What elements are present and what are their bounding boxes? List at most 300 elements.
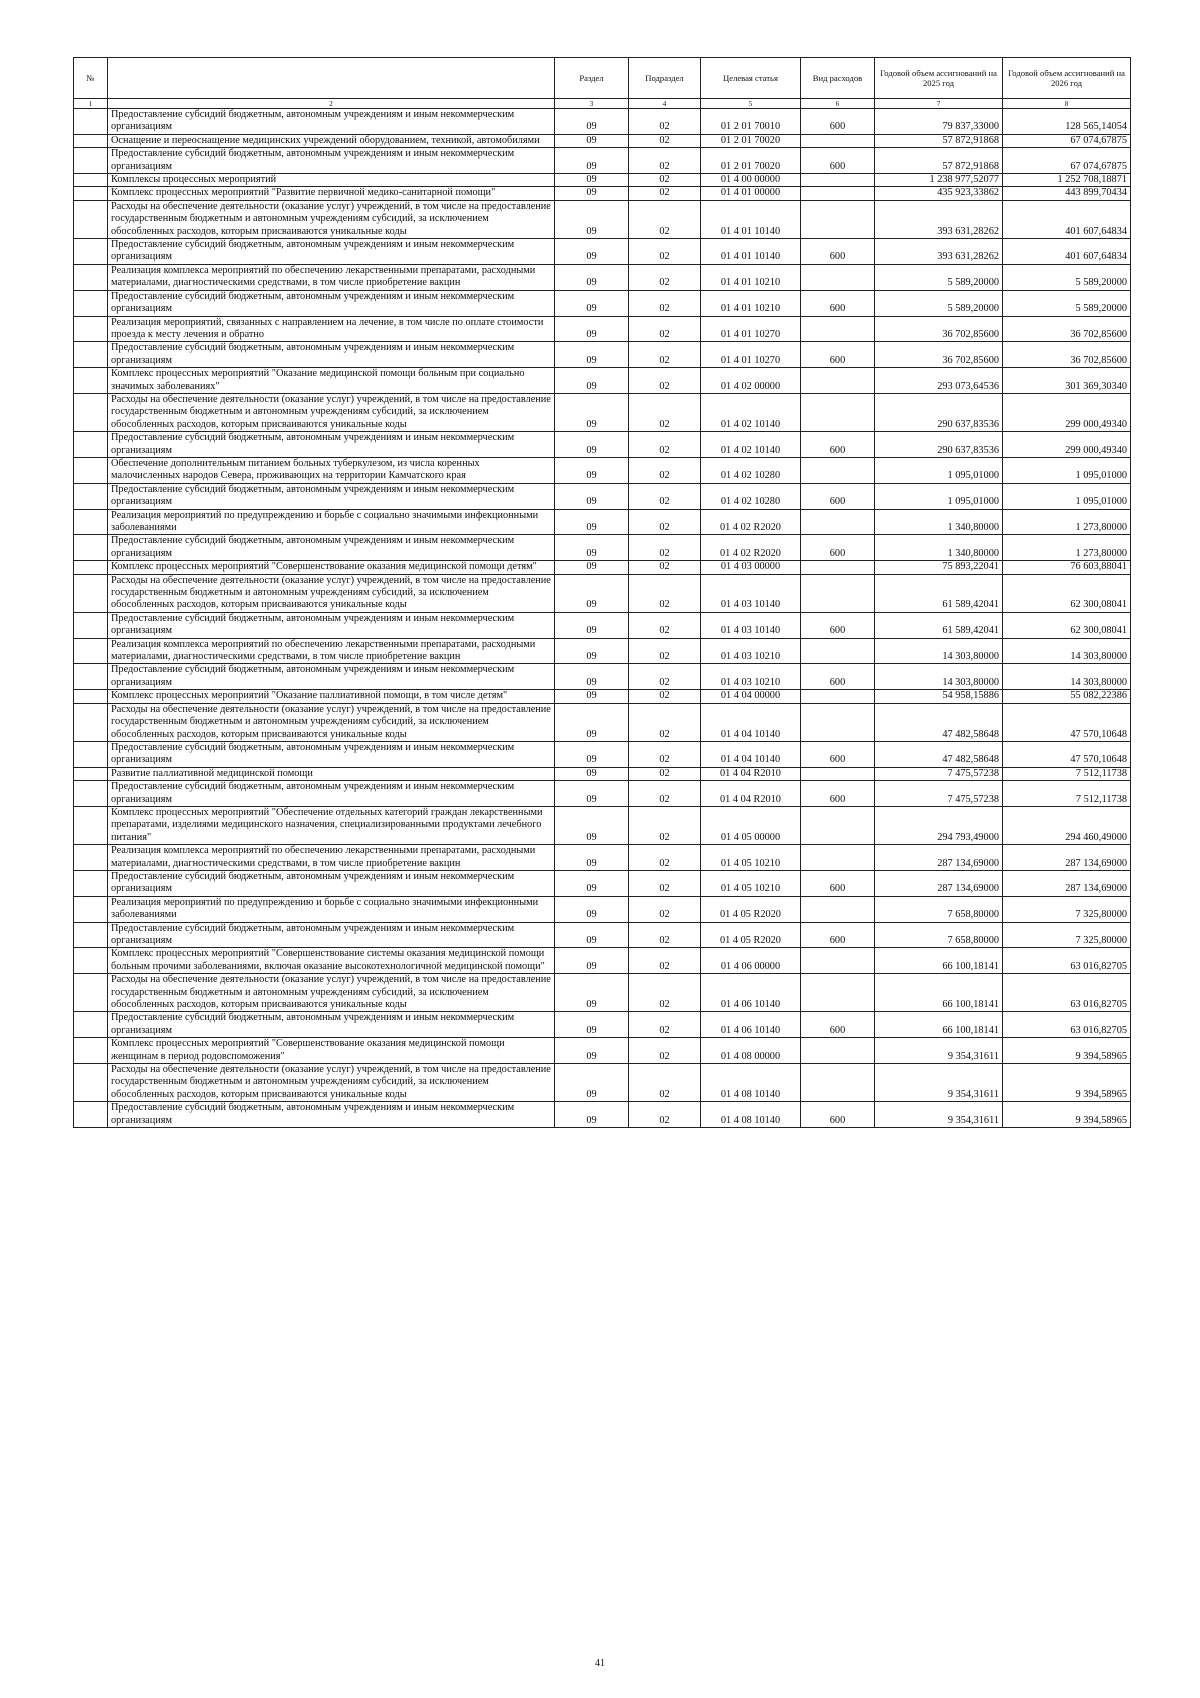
table-row [74, 574, 1131, 612]
cell-podrazdel: 02 [629, 1038, 701, 1064]
cell-expense-type: 600 [801, 1012, 875, 1038]
cell-target-article: 01 4 02 10280 [701, 457, 801, 483]
header-amount-2025: Годовой объем ассигнований на 2025 год [875, 58, 1003, 99]
table-row [74, 781, 1131, 807]
cell-amount-2025: 9 354,31611 [875, 1038, 1003, 1064]
cell-name: Комплекс процессных мероприятий "Развитие первичной медико-санитарной помощи" [108, 187, 555, 200]
cell-podrazdel: 02 [629, 483, 701, 509]
cell-podrazdel: 02 [629, 535, 701, 561]
column-number: 2 [108, 99, 555, 109]
cell-name: Предоставление субсидий бюджетным, автономным учреждениям и иным некоммерческим организациям [108, 870, 555, 896]
cell-number [74, 870, 108, 896]
cell-amount-2026: 401 607,64834 [1003, 200, 1131, 238]
cell-podrazdel: 02 [629, 896, 701, 922]
table-row [74, 922, 1131, 948]
cell-amount-2026: 14 303,80000 [1003, 664, 1131, 690]
cell-amount-2025: 14 303,80000 [875, 664, 1003, 690]
cell-name: Предоставление субсидий бюджетным, автономным учреждениям и иным некоммерческим организациям [108, 1102, 555, 1128]
cell-number [74, 974, 108, 1012]
cell-number [74, 264, 108, 290]
table-row [74, 1102, 1131, 1128]
cell-number [74, 922, 108, 948]
cell-expense-type: 600 [801, 148, 875, 174]
cell-amount-2026: 1 095,01000 [1003, 483, 1131, 509]
table-row [74, 393, 1131, 431]
cell-amount-2025: 290 637,83536 [875, 432, 1003, 458]
cell-expense-type [801, 264, 875, 290]
cell-expense-type: 600 [801, 664, 875, 690]
cell-razdel: 09 [555, 870, 629, 896]
cell-amount-2025: 290 637,83536 [875, 393, 1003, 431]
cell-amount-2025: 287 134,69000 [875, 870, 1003, 896]
cell-expense-type: 600 [801, 1102, 875, 1128]
cell-amount-2026: 1 273,80000 [1003, 535, 1131, 561]
cell-target-article: 01 4 04 10140 [701, 703, 801, 741]
cell-expense-type: 600 [801, 535, 875, 561]
cell-target-article: 01 4 08 10140 [701, 1064, 801, 1102]
cell-target-article: 01 4 01 10210 [701, 264, 801, 290]
cell-razdel: 09 [555, 239, 629, 265]
cell-amount-2026: 287 134,69000 [1003, 870, 1131, 896]
cell-amount-2025: 7 475,57238 [875, 781, 1003, 807]
cell-amount-2026: 47 570,10648 [1003, 703, 1131, 741]
cell-expense-type [801, 845, 875, 871]
cell-podrazdel: 02 [629, 870, 701, 896]
budget-table [73, 57, 1131, 1128]
cell-number [74, 200, 108, 238]
cell-target-article: 01 4 01 10140 [701, 239, 801, 265]
cell-amount-2026: 47 570,10648 [1003, 741, 1131, 767]
cell-amount-2026: 7 512,11738 [1003, 767, 1131, 780]
cell-name: Предоставление субсидий бюджетным, автономным учреждениям и иным некоммерческим организациям [108, 342, 555, 368]
cell-amount-2026: 5 589,20000 [1003, 290, 1131, 316]
cell-podrazdel: 02 [629, 781, 701, 807]
cell-name: Комплекс процессных мероприятий "Совершенствование системы оказания медицинской помощи больным прочими заболеваниями, включая оказание высокотехнологичной медицинской помощи" [108, 948, 555, 974]
cell-razdel: 09 [555, 690, 629, 703]
cell-target-article: 01 4 04 10140 [701, 741, 801, 767]
cell-razdel: 09 [555, 148, 629, 174]
cell-amount-2025: 1 340,80000 [875, 535, 1003, 561]
cell-name: Оснащение и переоснащение медицинских учреждений оборудованием, техникой, автомобилями [108, 134, 555, 147]
column-number: 3 [555, 99, 629, 109]
budget-table-page [73, 57, 1130, 1128]
cell-amount-2025: 47 482,58648 [875, 703, 1003, 741]
table-row [74, 896, 1131, 922]
cell-target-article: 01 4 03 10210 [701, 664, 801, 690]
cell-number [74, 703, 108, 741]
cell-amount-2026: 76 603,88041 [1003, 561, 1131, 574]
cell-name: Реализация комплекса мероприятий по обеспечению лекарственными препаратами, расходными материалами, диагностическими средствами, в том числе приобретение вакцин [108, 638, 555, 664]
cell-expense-type: 600 [801, 922, 875, 948]
table-row [74, 806, 1131, 844]
cell-amount-2025: 1 095,01000 [875, 483, 1003, 509]
cell-amount-2026: 287 134,69000 [1003, 845, 1131, 871]
cell-name: Расходы на обеспечение деятельности (оказание услуг) учреждений, в том числе на предоставление государственным бюджетным и автономным учреждениям субсидий, за исключением обособленных расходов, которым присваиваются уникальные коды [108, 703, 555, 741]
cell-amount-2025: 79 837,33000 [875, 109, 1003, 135]
cell-razdel: 09 [555, 109, 629, 135]
cell-expense-type [801, 393, 875, 431]
table-row [74, 1038, 1131, 1064]
cell-number [74, 290, 108, 316]
cell-amount-2026: 9 394,58965 [1003, 1064, 1131, 1102]
cell-amount-2026: 14 303,80000 [1003, 638, 1131, 664]
cell-amount-2025: 9 354,31611 [875, 1064, 1003, 1102]
cell-target-article: 01 4 01 10270 [701, 342, 801, 368]
table-row [74, 483, 1131, 509]
table-row [74, 200, 1131, 238]
cell-target-article: 01 2 01 70010 [701, 109, 801, 135]
cell-amount-2026: 63 016,82705 [1003, 974, 1131, 1012]
cell-podrazdel: 02 [629, 922, 701, 948]
cell-name: Предоставление субсидий бюджетным, автономным учреждениям и иным некоммерческим организациям [108, 612, 555, 638]
header-expense-type: Вид расходов [801, 58, 875, 99]
cell-amount-2026: 1 273,80000 [1003, 509, 1131, 535]
cell-number [74, 1064, 108, 1102]
cell-amount-2026: 36 702,85600 [1003, 342, 1131, 368]
cell-number [74, 1102, 108, 1128]
cell-number [74, 316, 108, 342]
table-row [74, 316, 1131, 342]
cell-expense-type [801, 703, 875, 741]
cell-amount-2026: 443 899,70434 [1003, 187, 1131, 200]
cell-expense-type [801, 638, 875, 664]
cell-target-article: 01 4 05 R2020 [701, 922, 801, 948]
cell-amount-2026: 128 565,14054 [1003, 109, 1131, 135]
cell-podrazdel: 02 [629, 509, 701, 535]
cell-razdel: 09 [555, 561, 629, 574]
header-number: № [74, 58, 108, 99]
cell-razdel: 09 [555, 290, 629, 316]
cell-name: Предоставление субсидий бюджетным, автономным учреждениям и иным некоммерческим организациям [108, 664, 555, 690]
cell-target-article: 01 4 05 R2020 [701, 896, 801, 922]
cell-podrazdel: 02 [629, 948, 701, 974]
cell-podrazdel: 02 [629, 239, 701, 265]
cell-number [74, 948, 108, 974]
cell-target-article: 01 4 06 10140 [701, 1012, 801, 1038]
cell-expense-type [801, 1038, 875, 1064]
cell-podrazdel: 02 [629, 974, 701, 1012]
cell-target-article: 01 4 04 R2010 [701, 767, 801, 780]
cell-expense-type: 600 [801, 870, 875, 896]
cell-razdel: 09 [555, 741, 629, 767]
cell-amount-2025: 287 134,69000 [875, 845, 1003, 871]
cell-expense-type: 600 [801, 109, 875, 135]
cell-name: Предоставление субсидий бюджетным, автономным учреждениям и иным некоммерческим организациям [108, 483, 555, 509]
cell-podrazdel: 02 [629, 561, 701, 574]
cell-target-article: 01 4 03 10140 [701, 612, 801, 638]
cell-podrazdel: 02 [629, 845, 701, 871]
cell-number [74, 845, 108, 871]
cell-amount-2025: 57 872,91868 [875, 148, 1003, 174]
table-row [74, 109, 1131, 135]
cell-amount-2026: 36 702,85600 [1003, 316, 1131, 342]
cell-razdel: 09 [555, 806, 629, 844]
table-row [74, 870, 1131, 896]
table-row [74, 561, 1131, 574]
cell-number [74, 781, 108, 807]
cell-amount-2025: 47 482,58648 [875, 741, 1003, 767]
cell-number [74, 574, 108, 612]
cell-amount-2025: 7 658,80000 [875, 922, 1003, 948]
cell-number [74, 896, 108, 922]
cell-number [74, 239, 108, 265]
cell-number [74, 134, 108, 147]
cell-expense-type: 600 [801, 612, 875, 638]
cell-amount-2025: 5 589,20000 [875, 290, 1003, 316]
cell-name: Предоставление субсидий бюджетным, автономным учреждениям и иным некоммерческим организациям [108, 922, 555, 948]
cell-expense-type: 600 [801, 342, 875, 368]
cell-expense-type [801, 316, 875, 342]
cell-expense-type [801, 806, 875, 844]
cell-razdel: 09 [555, 134, 629, 147]
cell-expense-type: 600 [801, 239, 875, 265]
cell-name: Реализация мероприятий по предупреждению и борьбе с социально значимыми инфекционными заболеваниями [108, 509, 555, 535]
header-podrazdel: Подраздел [629, 58, 701, 99]
cell-target-article: 01 4 03 10140 [701, 574, 801, 612]
cell-amount-2026: 62 300,08041 [1003, 612, 1131, 638]
cell-name: Предоставление субсидий бюджетным, автономным учреждениям и иным некоммерческим организациям [108, 781, 555, 807]
cell-expense-type [801, 948, 875, 974]
cell-razdel: 09 [555, 483, 629, 509]
cell-expense-type [801, 561, 875, 574]
cell-number [74, 393, 108, 431]
cell-razdel: 09 [555, 896, 629, 922]
table-row [74, 509, 1131, 535]
cell-target-article: 01 4 03 00000 [701, 561, 801, 574]
cell-razdel: 09 [555, 509, 629, 535]
cell-razdel: 09 [555, 174, 629, 187]
cell-target-article: 01 4 02 10280 [701, 483, 801, 509]
cell-name: Предоставление субсидий бюджетным, автономным учреждениям и иным некоммерческим организациям [108, 741, 555, 767]
cell-number [74, 741, 108, 767]
cell-razdel: 09 [555, 703, 629, 741]
cell-target-article: 01 4 01 10270 [701, 316, 801, 342]
cell-target-article: 01 4 05 10210 [701, 845, 801, 871]
cell-expense-type [801, 200, 875, 238]
cell-amount-2026: 5 589,20000 [1003, 264, 1131, 290]
cell-podrazdel: 02 [629, 187, 701, 200]
cell-name: Реализация комплекса мероприятий по обеспечению лекарственными препаратами, расходными материалами, диагностическими средствами, в том числе приобретение вакцин [108, 264, 555, 290]
table-body [74, 109, 1131, 1128]
cell-podrazdel: 02 [629, 638, 701, 664]
cell-number [74, 483, 108, 509]
cell-razdel: 09 [555, 1038, 629, 1064]
cell-name: Комплекс процессных мероприятий "Совершенствование оказания медицинской помощи женщинам в период родовспоможения" [108, 1038, 555, 1064]
table-row [74, 342, 1131, 368]
cell-number [74, 767, 108, 780]
cell-amount-2026: 299 000,49340 [1003, 432, 1131, 458]
cell-number [74, 638, 108, 664]
cell-target-article: 01 4 06 10140 [701, 974, 801, 1012]
column-number: 7 [875, 99, 1003, 109]
cell-razdel: 09 [555, 612, 629, 638]
header-target-article: Целевая статья [701, 58, 801, 99]
cell-podrazdel: 02 [629, 264, 701, 290]
cell-amount-2025: 66 100,18141 [875, 974, 1003, 1012]
cell-name: Реализация мероприятий, связанных с направлением на лечение, в том числе по оплате стоимости проезда к месту лечения и обратно [108, 316, 555, 342]
cell-target-article: 01 2 01 70020 [701, 134, 801, 147]
cell-name: Комплекс процессных мероприятий "Обеспечение отдельных категорий граждан лекарственными препаратами, изделиями медицинского назначения, специализированными продуктами лечебного питания" [108, 806, 555, 844]
cell-razdel: 09 [555, 432, 629, 458]
cell-expense-type [801, 974, 875, 1012]
cell-amount-2025: 1 340,80000 [875, 509, 1003, 535]
table-row [74, 239, 1131, 265]
cell-target-article: 01 4 02 R2020 [701, 509, 801, 535]
cell-name: Обеспечение дополнительным питанием больных туберкулезом, из числа коренных малочисленных народов Севера, проживающих на территории Камчатского края [108, 457, 555, 483]
cell-expense-type [801, 509, 875, 535]
cell-podrazdel: 02 [629, 703, 701, 741]
table-row [74, 1012, 1131, 1038]
cell-amount-2026: 9 394,58965 [1003, 1102, 1131, 1128]
cell-amount-2026: 301 369,30340 [1003, 368, 1131, 394]
cell-expense-type [801, 174, 875, 187]
cell-podrazdel: 02 [629, 690, 701, 703]
cell-podrazdel: 02 [629, 393, 701, 431]
cell-name: Расходы на обеспечение деятельности (оказание услуг) учреждений, в том числе на предоставление государственным бюджетным и автономным учреждениям субсидий, за исключением обособленных расходов, которым присваиваются уникальные коды [108, 974, 555, 1012]
cell-razdel: 09 [555, 1102, 629, 1128]
cell-podrazdel: 02 [629, 612, 701, 638]
cell-amount-2025: 61 589,42041 [875, 612, 1003, 638]
table-row [74, 638, 1131, 664]
table-row [74, 767, 1131, 780]
cell-expense-type [801, 690, 875, 703]
cell-target-article: 01 4 04 00000 [701, 690, 801, 703]
cell-podrazdel: 02 [629, 316, 701, 342]
cell-amount-2025: 61 589,42041 [875, 574, 1003, 612]
cell-name: Комплекс процессных мероприятий "Оказание медицинской помощи больным при социально значимых заболеваниях" [108, 368, 555, 394]
cell-podrazdel: 02 [629, 368, 701, 394]
cell-amount-2025: 5 589,20000 [875, 264, 1003, 290]
cell-target-article: 01 4 02 10140 [701, 393, 801, 431]
cell-name: Реализация мероприятий по предупреждению и борьбе с социально значимыми инфекционными заболеваниями [108, 896, 555, 922]
cell-number [74, 1038, 108, 1064]
cell-podrazdel: 02 [629, 342, 701, 368]
cell-razdel: 09 [555, 845, 629, 871]
table-row [74, 368, 1131, 394]
cell-razdel: 09 [555, 264, 629, 290]
cell-number [74, 187, 108, 200]
cell-amount-2025: 14 303,80000 [875, 638, 1003, 664]
cell-amount-2025: 7 475,57238 [875, 767, 1003, 780]
cell-amount-2025: 393 631,28262 [875, 200, 1003, 238]
cell-number [74, 612, 108, 638]
cell-name: Комплексы процессных мероприятий [108, 174, 555, 187]
cell-amount-2026: 55 082,22386 [1003, 690, 1131, 703]
cell-name: Предоставление субсидий бюджетным, автономным учреждениям и иным некоммерческим организациям [108, 239, 555, 265]
cell-target-article: 01 4 02 00000 [701, 368, 801, 394]
table-row [74, 290, 1131, 316]
cell-amount-2025: 435 923,33862 [875, 187, 1003, 200]
cell-amount-2026: 7 325,80000 [1003, 896, 1131, 922]
cell-razdel: 09 [555, 457, 629, 483]
cell-podrazdel: 02 [629, 200, 701, 238]
cell-razdel: 09 [555, 767, 629, 780]
cell-amount-2026: 62 300,08041 [1003, 574, 1131, 612]
cell-razdel: 09 [555, 1064, 629, 1102]
cell-razdel: 09 [555, 664, 629, 690]
cell-razdel: 09 [555, 393, 629, 431]
cell-target-article: 01 4 08 00000 [701, 1038, 801, 1064]
cell-name: Расходы на обеспечение деятельности (оказание услуг) учреждений, в том числе на предоставление государственным бюджетным и автономным учреждениям субсидий, за исключением обособленных расходов, которым присваиваются уникальные коды [108, 1064, 555, 1102]
cell-name: Предоставление субсидий бюджетным, автономным учреждениям и иным некоммерческим организациям [108, 535, 555, 561]
cell-podrazdel: 02 [629, 806, 701, 844]
cell-name: Предоставление субсидий бюджетным, автономным учреждениям и иным некоммерческим организациям [108, 432, 555, 458]
cell-amount-2026: 1 252 708,18871 [1003, 174, 1131, 187]
cell-amount-2026: 294 460,49000 [1003, 806, 1131, 844]
table-row [74, 148, 1131, 174]
cell-razdel: 09 [555, 974, 629, 1012]
cell-amount-2025: 66 100,18141 [875, 948, 1003, 974]
page-number: 41 [595, 1658, 605, 1669]
table-row [74, 134, 1131, 147]
cell-expense-type: 600 [801, 781, 875, 807]
table-row [74, 187, 1131, 200]
cell-target-article: 01 2 01 70020 [701, 148, 801, 174]
column-number-row [74, 99, 1131, 109]
cell-expense-type [801, 134, 875, 147]
cell-razdel: 09 [555, 368, 629, 394]
cell-name: Расходы на обеспечение деятельности (оказание услуг) учреждений, в том числе на предоставление государственным бюджетным и автономным учреждениям субсидий, за исключением обособленных расходов, которым присваиваются уникальные коды [108, 393, 555, 431]
table-row [74, 612, 1131, 638]
cell-name: Комплекс процессных мероприятий "Совершенствование оказания медицинской помощи детям" [108, 561, 555, 574]
cell-number [74, 509, 108, 535]
cell-razdel: 09 [555, 781, 629, 807]
header-razdel: Раздел [555, 58, 629, 99]
cell-number [74, 664, 108, 690]
cell-number [74, 368, 108, 394]
cell-razdel: 09 [555, 574, 629, 612]
cell-podrazdel: 02 [629, 1102, 701, 1128]
cell-target-article: 01 4 01 10210 [701, 290, 801, 316]
table-row [74, 664, 1131, 690]
cell-number [74, 109, 108, 135]
table-row [74, 948, 1131, 974]
table-row [74, 174, 1131, 187]
header-amount-2026: Годовой объем ассигнований на 2026 год [1003, 58, 1131, 99]
cell-number [74, 432, 108, 458]
cell-amount-2025: 9 354,31611 [875, 1102, 1003, 1128]
cell-name: Предоставление субсидий бюджетным, автономным учреждениям и иным некоммерческим организациям [108, 1012, 555, 1038]
cell-amount-2025: 1 095,01000 [875, 457, 1003, 483]
cell-number [74, 174, 108, 187]
cell-target-article: 01 4 05 00000 [701, 806, 801, 844]
column-number: 1 [74, 99, 108, 109]
table-row [74, 264, 1131, 290]
column-number: 6 [801, 99, 875, 109]
cell-amount-2025: 36 702,85600 [875, 342, 1003, 368]
cell-name: Расходы на обеспечение деятельности (оказание услуг) учреждений, в том числе на предоставление государственным бюджетным и автономным учреждениям субсидий, за исключением обособленных расходов, которым присваиваются уникальные коды [108, 574, 555, 612]
cell-name: Предоставление субсидий бюджетным, автономным учреждениям и иным некоммерческим организациям [108, 109, 555, 135]
cell-amount-2026: 1 095,01000 [1003, 457, 1131, 483]
cell-podrazdel: 02 [629, 109, 701, 135]
cell-amount-2026: 7 325,80000 [1003, 922, 1131, 948]
cell-number [74, 535, 108, 561]
table-header [74, 58, 1131, 109]
cell-amount-2025: 36 702,85600 [875, 316, 1003, 342]
table-row [74, 1064, 1131, 1102]
cell-name: Комплекс процессных мероприятий "Оказание паллиативной помощи, в том числе детям" [108, 690, 555, 703]
cell-amount-2025: 66 100,18141 [875, 1012, 1003, 1038]
cell-razdel: 09 [555, 200, 629, 238]
table-row [74, 741, 1131, 767]
cell-name: Расходы на обеспечение деятельности (оказание услуг) учреждений, в том числе на предоставление государственным бюджетным и автономным учреждениям субсидий, за исключением обособленных расходов, которым присваиваются уникальные коды [108, 200, 555, 238]
cell-expense-type [801, 368, 875, 394]
cell-amount-2026: 67 074,67875 [1003, 148, 1131, 174]
cell-podrazdel: 02 [629, 290, 701, 316]
cell-amount-2026: 9 394,58965 [1003, 1038, 1131, 1064]
cell-razdel: 09 [555, 187, 629, 200]
cell-target-article: 01 4 05 10210 [701, 870, 801, 896]
